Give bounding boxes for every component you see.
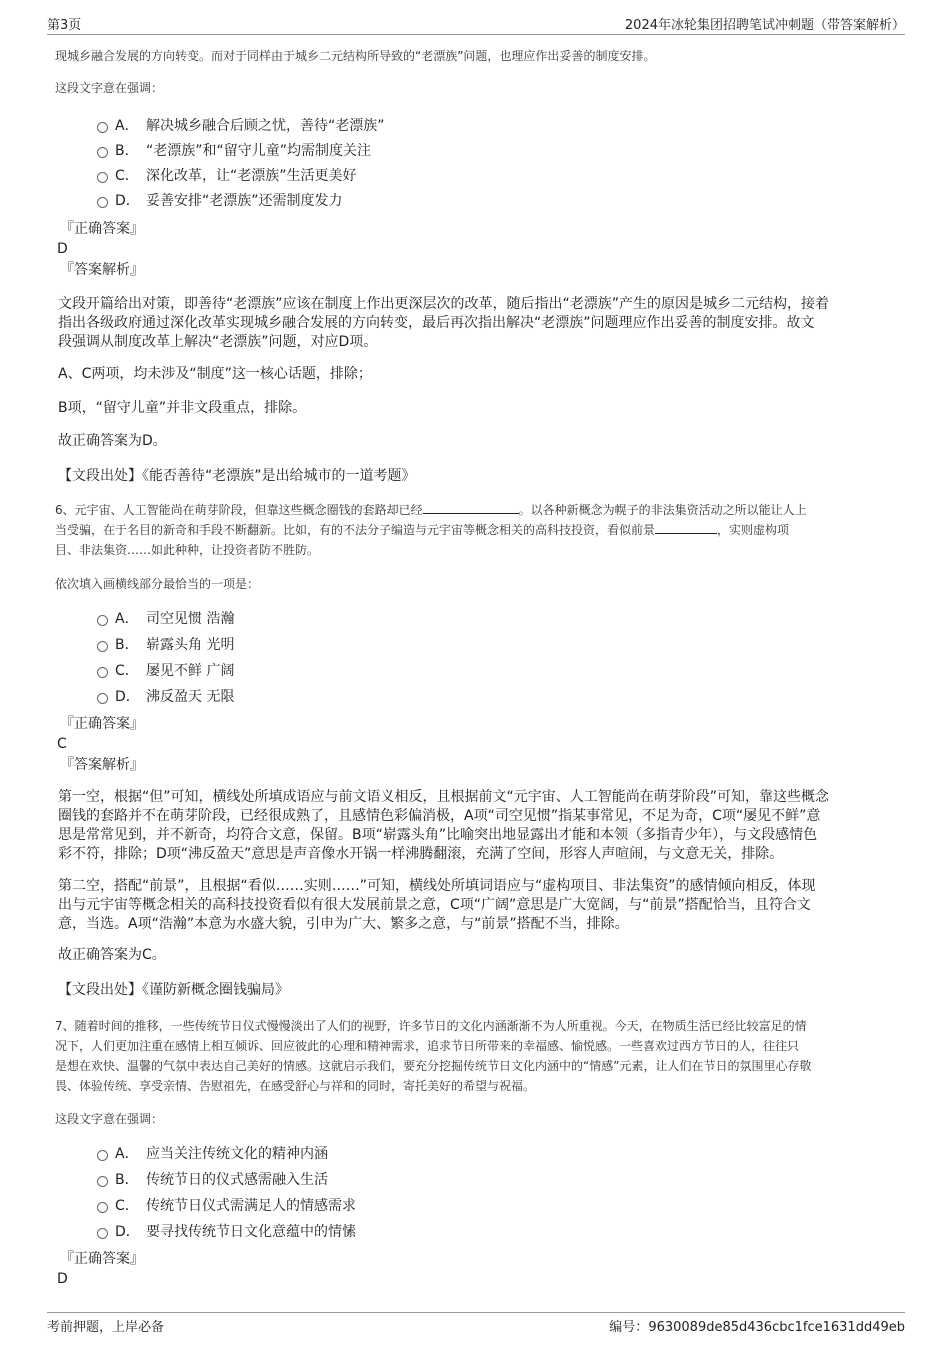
radio-icon[interactable] (97, 641, 108, 652)
page-header (47, 14, 905, 35)
option-b[interactable]: B． “老漂族”和“留守儿童”均需制度关注 (97, 141, 371, 161)
radio-icon[interactable] (97, 1202, 108, 1213)
document-title: 2024年冰轮集团招聘笔试冲刺题（带答案解析） (624, 18, 905, 33)
analysis-label: 『答案解析』 (60, 262, 144, 278)
option-a[interactable]: A． 司空见惯 浩瀚 (97, 609, 234, 629)
analysis-paragraph: 文段开篇给出对策，即善待“老漂族”应该在制度上作出更深层次的改革，随后指出“老漂族”产生的原因是城乡二元结构，接着 指出各级政府通过深化改革实现城乡融合发展的方向转变，最后再次指出解决“老漂族”问题理应作出妥善的制度安排。故文 段强调从制度改革上解决“老漂族”问题，对应D项。 (58, 296, 830, 350)
radio-icon[interactable] (97, 1176, 108, 1187)
source-citation: 【文段出处】《谨防新概念圈钱骗局》 (58, 982, 289, 998)
analysis-paragraph: 第一空，根据“但”可知，横线处所填成语应与前文语义相反，且根据前文“元宇宙、人工智能尚在萌芽阶段”可知，靠这些概念 圈钱的套路并不在萌芽阶段，已经很成熟了，且感情色彩偏消极，A项“司空见惯”指某事常见，不足为奇，C项“屡见不鲜”意 思是常常见到，并不新奇，均符合文意，保留。B项“崭露头角”比喻突出地显露出才能和本领（多指青少年），与文段感情色 彩不符，排除；D项“沸反盈天”意思是声音像水开锅一样沸腾翻滚，充满了空间，形容人声喧闹，与文意无关，排除。 (58, 789, 830, 862)
radio-icon[interactable] (97, 667, 108, 678)
answer-value: D (57, 1271, 68, 1287)
radio-icon[interactable] (97, 1228, 108, 1239)
radio-icon[interactable] (97, 172, 108, 183)
analysis-label: 『答案解析』 (60, 757, 144, 773)
analysis-paragraph: 第二空，搭配“前景”，且根据“看似……实则……”可知，横线处所填词语应与“虚构项目、非法集资”的感情倾向相反，体现 出与元宇宙等概念相关的高科技投资看似有很大发展前景之意，C项“广阔”意思是广大宽阔，与“前景”搭配恰当，且符合文 意，当选。A项“浩瀚”本意为水盛大貌，引申为广大、繁多之意，与“前景”搭配不当，排除。 (58, 878, 816, 932)
radio-icon[interactable] (97, 197, 108, 208)
option-a[interactable]: A． 解决城乡融合后顾之忧，善待“老漂族” (97, 116, 385, 136)
analysis-note: A、C两项，均未涉及“制度”这一核心话题，排除； (58, 366, 372, 382)
question-prompt: 这段文字意在强调： (55, 81, 164, 95)
source-citation: 【文段出处】《能否善待“老漂族”是出给城市的一道考题》 (58, 468, 416, 484)
radio-icon[interactable] (97, 615, 108, 626)
question-stem: 6、元宇宙、人工智能尚在萌芽阶段，但靠这些概念圈钱的套路却已经 。以各种新概念为幌子的非法集资活动之所以能让人上 当受骗，在于名目的新奇和手段不断翻新。比如，有的不法分子编造与元宇宙等概念相关的高科技投资，看似前景 ，实则虚构项 目、非法集资……如此种种，让投资者防不胜防。 (55, 503, 807, 557)
answer-value: D (57, 241, 68, 257)
fill-blank (655, 521, 717, 534)
option-c[interactable]: C． 深化改革，让“老漂族”生活更美好 (97, 166, 357, 186)
analysis-note: B项，“留守儿童”并非文段重点，排除。 (58, 400, 307, 416)
option-d[interactable]: D． 妥善安排“老漂族”还需制度发力 (97, 191, 343, 211)
page-number: 第3页 (47, 18, 82, 33)
answer-label: 『正确答案』 (60, 716, 144, 732)
option-d[interactable]: D． 沸反盈天 无限 (97, 687, 234, 707)
answer-label: 『正确答案』 (60, 221, 144, 237)
question-prompt: 这段文字意在强调： (55, 1112, 164, 1126)
option-b[interactable]: B． 崭露头角 光明 (97, 635, 234, 655)
option-b[interactable]: B． 传统节日的仪式感需融入生活 (97, 1170, 328, 1190)
radio-icon[interactable] (97, 693, 108, 704)
option-c[interactable]: C． 传统节日仪式需满足人的情感需求 (97, 1196, 356, 1216)
page-footer (47, 1312, 905, 1335)
radio-icon[interactable] (97, 122, 108, 133)
option-d[interactable]: D． 要寻找传统节日文化意蕴中的情愫 (97, 1222, 356, 1242)
fill-blank (423, 501, 519, 514)
question-stem: 7、随着时间的推移，一些传统节日仪式慢慢淡出了人们的视野，许多节日的文化内涵渐渐不为人所重视。今天，在物质生活已经比较富足的情 况下，人们更加注重在感情上相互倾诉、回应彼此的心理和精神需求，追求节日所带来的幸福感、愉悦感。一些喜欢过西方节日的人，往往只 是想在欢快、温馨的气氛中表达自己美好的情感。这就启示我们，要充分挖掘传统节日文化内涵中的“情感”元素，让人们在节日的氛围里心存敬 畏、体验传统、享受亲情、告慰祖先，在感受舒心与祥和的同时，寄托美好的希望与祝福。 (55, 1019, 812, 1093)
option-c[interactable]: C． 屡见不鲜 广阔 (97, 661, 234, 681)
radio-icon[interactable] (97, 147, 108, 158)
conclusion: 故正确答案为C。 (58, 947, 166, 963)
option-a[interactable]: A． 应当关注传统文化的精神内涵 (97, 1144, 328, 1164)
answer-label: 『正确答案』 (60, 1251, 144, 1267)
document-code: 编号：9630089de85d436cbc1fce1631dd49eb (609, 1320, 905, 1335)
answer-value: C (57, 736, 67, 752)
question-prompt: 依次填入画横线部分最恰当的一项是： (55, 577, 260, 591)
footer-slogan: 考前押题，上岸必备 (47, 1320, 165, 1335)
conclusion: 故正确答案为D。 (58, 433, 167, 449)
radio-icon[interactable] (97, 1150, 108, 1161)
question-stem-continued: 现城乡融合发展的方向转变。而对于同样由于城乡二元结构所导致的“老漂族”问题，也理应作出妥善的制度安排。 (55, 49, 656, 63)
